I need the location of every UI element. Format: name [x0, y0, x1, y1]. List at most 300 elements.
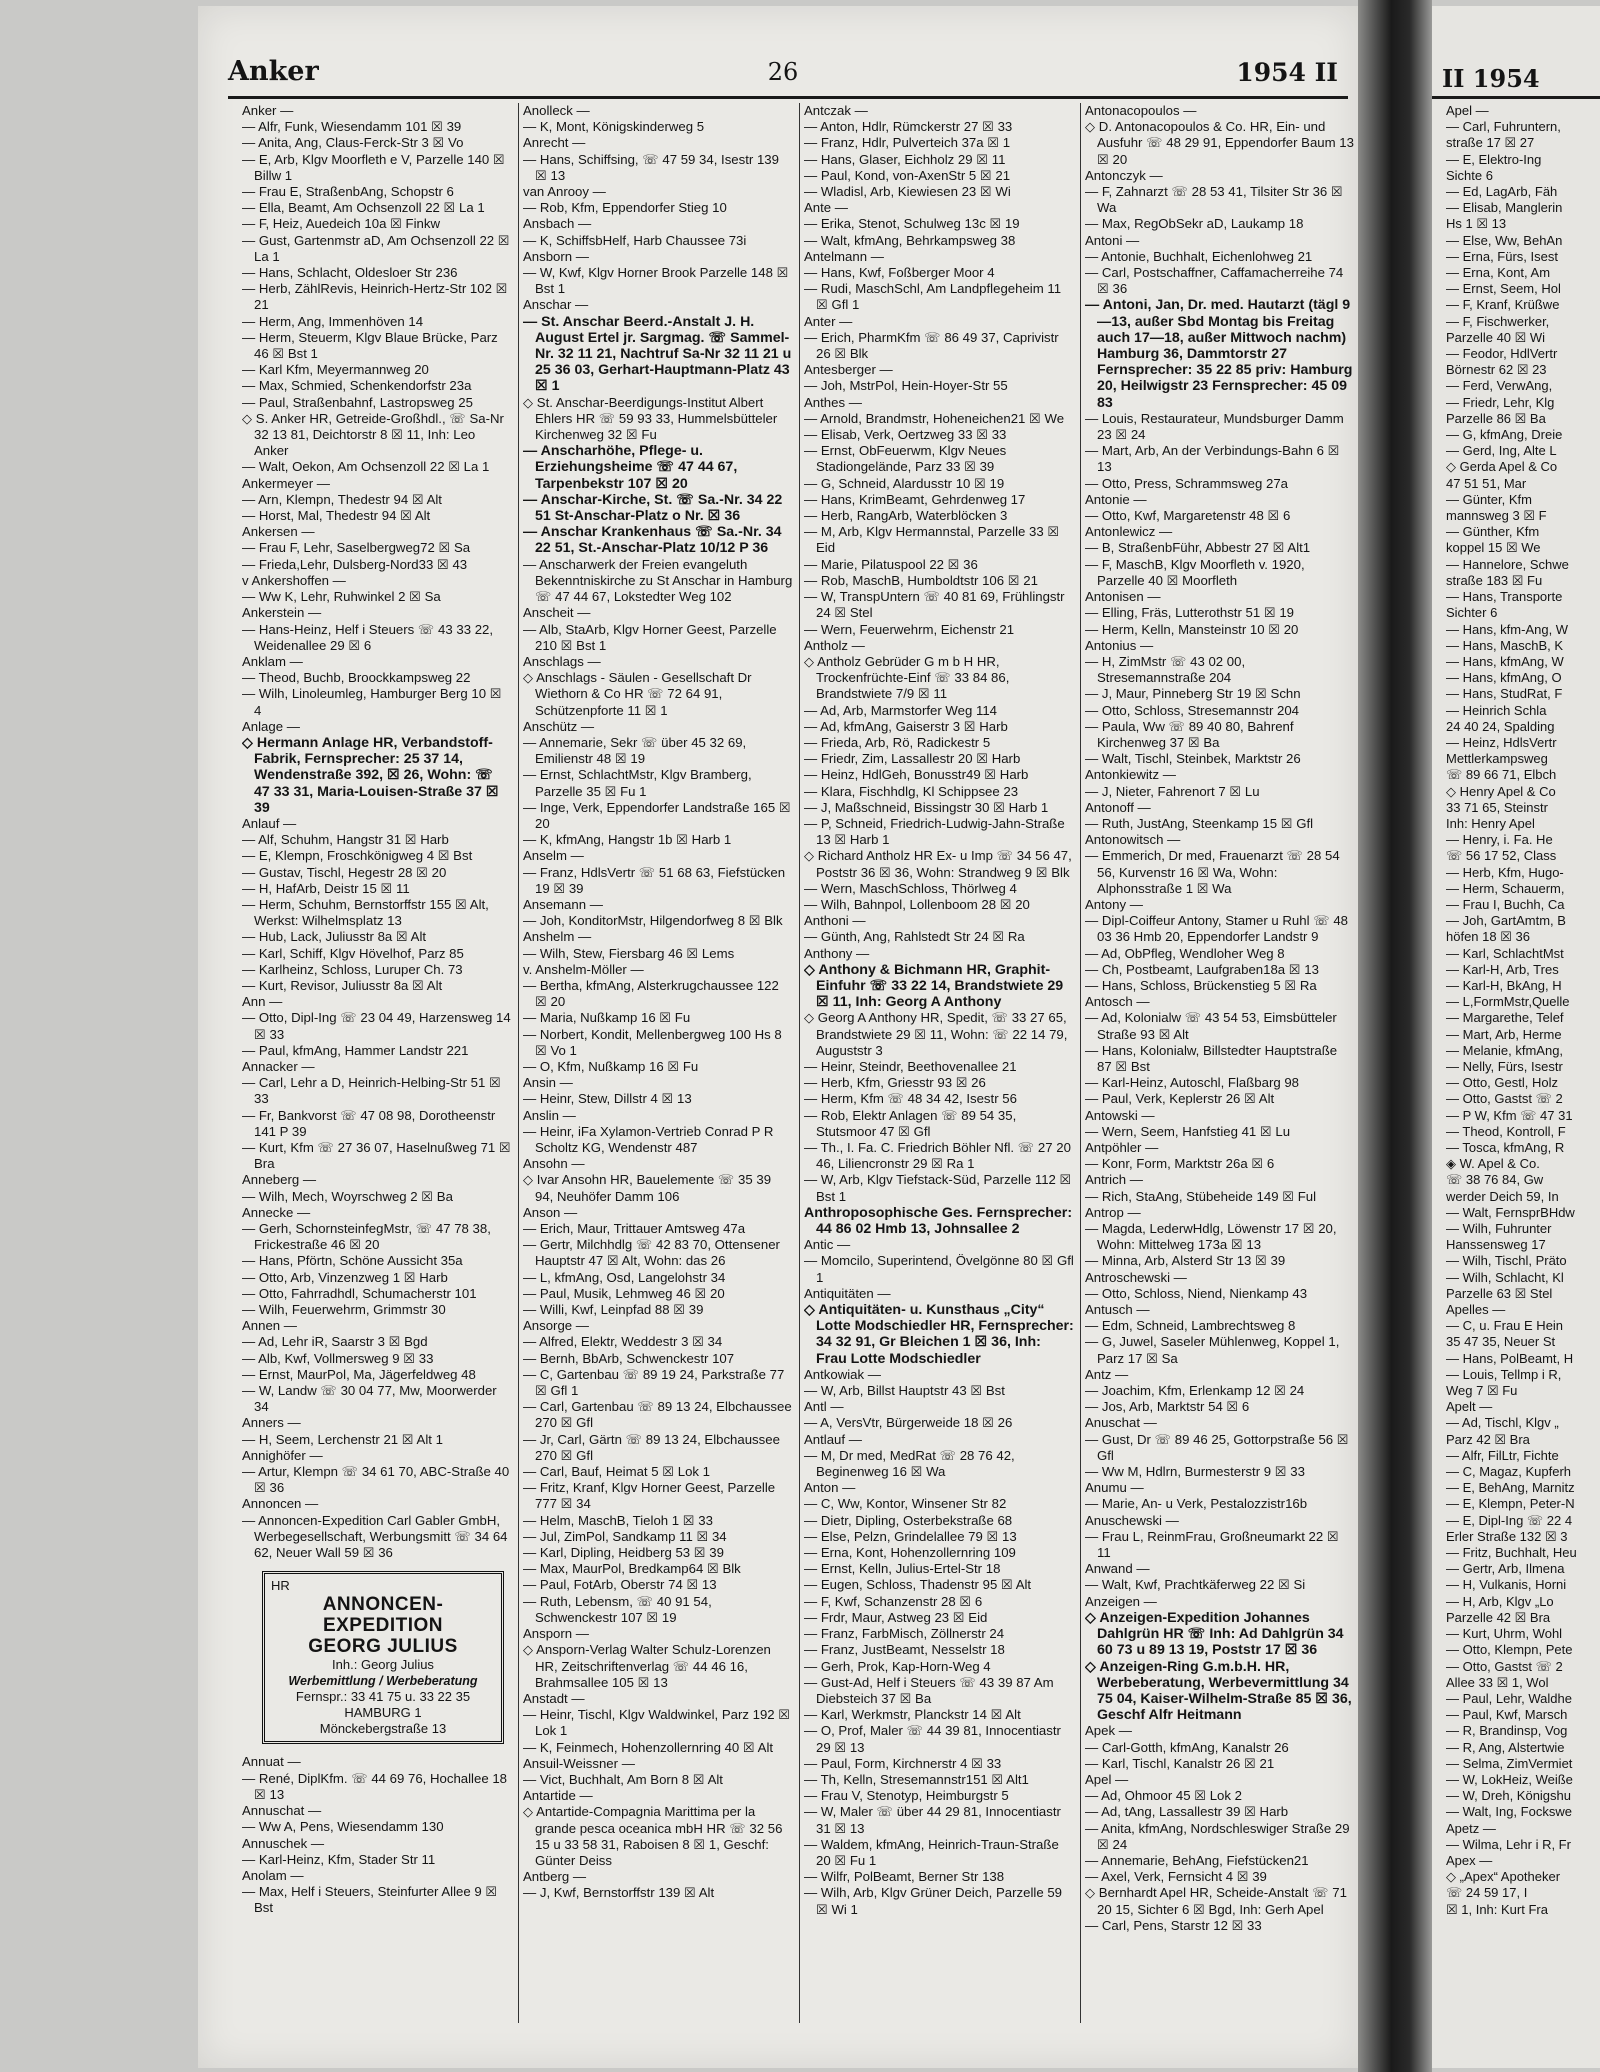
adjacent-page-line: Parzelle 86 ☒ Ba — [1446, 410, 1546, 426]
adjacent-page-line: ◈ W. Apel & Co. — [1446, 1156, 1540, 1172]
directory-entry: — Horst, Mal, Thedestr 94 ☒ Alt — [242, 508, 431, 524]
directory-entry: — Hans-Heinz, Helf i Steuers ☏ 43 33 22, Weidenallee 29 ☒ 6 — [242, 621, 494, 653]
directory-entry: — Wilh, Linoleumleg, Hamburger Berg 10 ☒ 4 — [242, 686, 502, 718]
directory-entry: ◇ Ivar Ansohn HR, Bauelemente ☏ 35 39 94, Neuhöfer Damm 106 — [523, 1172, 772, 1204]
adjacent-page-line: 47 51 51, Mar — [1446, 475, 1527, 491]
adjacent-page-line: Hs 1 ☒ 13 — [1446, 216, 1507, 232]
surname-heading: Anolleck — — [523, 103, 590, 118]
surname-heading: Antonlewicz — — [1085, 524, 1173, 540]
directory-entry: — Dipl-Coiffeur Antony, Stamer u Ruhl ☏ 48 03 36 Hmb 20, Eppendorfer Landstr 9 — [1085, 913, 1349, 945]
directory-entry: — J, Maur, Pinneberg Str 19 ☒ Schn — [1085, 686, 1301, 702]
surname-heading: Ansuil-Weissner — — [523, 1755, 635, 1771]
directory-entry: — Elisab, Verk, Oertzweg 33 ☒ 33 — [804, 427, 1007, 443]
ad-phone: Fernspr.: 33 41 75 u. 33 22 35 — [295, 1689, 471, 1705]
directory-entry: — Herm, Schuhm, Bernstorffstr 155 ☒ Alt, Werkst: Wilhelmsplatz 13 — [242, 896, 489, 929]
adjacent-page-line: — Margarethe, Telef — [1446, 1010, 1564, 1026]
surname-heading: Anselm — — [523, 848, 584, 864]
surname-heading: Annuschek — — [242, 1835, 325, 1851]
surname-heading: Antholz — — [804, 637, 865, 653]
adjacent-page-line: — G, kfmAng, Dreie — [1446, 427, 1563, 443]
directory-entry: — Hans, Kwf, Foßberger Moor 4 — [804, 265, 995, 281]
directory-entry: — Konr, Form, Marktstr 26a ☒ 6 — [1085, 1156, 1275, 1172]
adjacent-page-line: Weg 7 ☒ Fu — [1446, 1383, 1518, 1399]
surname-heading: Anton — — [804, 1480, 856, 1496]
adjacent-page-line: — Ad, Tischl, Klgv „ — [1446, 1415, 1559, 1431]
page-number: 26 — [767, 58, 799, 86]
adjacent-page-line: — Erna, Fürs, Isest — [1446, 248, 1558, 264]
surname-heading: Annoncen — — [242, 1496, 319, 1512]
directory-entry: — Alfred, Elektr, Weddestr 3 ☒ 34 — [523, 1334, 723, 1350]
adjacent-page-line: — Elisab, Manglerin — [1446, 200, 1563, 216]
directory-entry: — Emmerich, Dr med, Frauenarzt ☏ 28 54 56, Kurvenstr 16 ☒ Wa, Wohn: Alphonsstraße 1 ☒ Wa — [1085, 848, 1340, 896]
header-rule — [228, 96, 1348, 99]
adjacent-page-line: — R, Ang, Alstertwie — [1446, 1739, 1565, 1755]
directory-entry: — Ww K, Lehr, Ruhwinkel 2 ☒ Sa — [242, 589, 441, 605]
directory-entry: — O, Kfm, Nußkamp 16 ☒ Fu — [523, 1058, 699, 1074]
directory-entry: — Waldem, kfmAng, Heinrich-Traun-Straße 20 ☒ Fu 1 — [804, 1836, 1059, 1868]
directory-entry: — Otto, Kwf, Margaretenstr 48 ☒ 6 — [1085, 508, 1291, 524]
surname-heading: Antowski — — [1085, 1107, 1155, 1123]
adjacent-page-line: mannsweg 3 ☒ F — [1446, 508, 1547, 524]
directory-entry: — Otto, Schloss, Stresemannstr 204 — [1085, 702, 1300, 718]
directory-entry: — Hub, Lack, Juliusstr 8a ☒ Alt — [242, 929, 427, 945]
directory-entry: — Ch, Postbeamt, Laufgraben18a ☒ 13 — [1085, 961, 1319, 977]
surname-heading: Antpöhler — — [1085, 1140, 1159, 1155]
adjacent-page-line: — Herm, Schauerm, — [1446, 880, 1565, 896]
directory-entry: — Walt, Kwf, Prachtkäferweg 22 ☒ Si — [1085, 1577, 1306, 1593]
ad-city: HAMBURG 1 — [344, 1705, 422, 1721]
adjacent-page-line: ☏ 89 66 71, Elbch — [1446, 767, 1557, 783]
surname-heading: Ansborn — — [523, 248, 589, 264]
adjacent-page-line: — Karl, SchlachtMst — [1446, 945, 1564, 961]
surname-heading: Antrich — — [1085, 1172, 1143, 1188]
surname-heading: Anumu — — [1085, 1480, 1144, 1496]
directory-entry: — Alfr, Funk, Wiesendamm 101 ☒ 39 — [242, 119, 462, 135]
directory-entry: — Frau V, Stenotyp, Heimburgstr 5 — [804, 1788, 1009, 1804]
directory-entry: — Annemarie, Sekr ☏ über 45 32 69, Emilienstr 48 ☒ 19 — [523, 734, 747, 767]
adjacent-page-line: Parz 42 ☒ Bra — [1446, 1431, 1530, 1447]
directory-entry: — E, Arb, Klgv Moorfleth e V, Parzelle 140 ☒ Billw 1 — [242, 151, 505, 183]
directory-entry: — Walt, Tischl, Steinbek, Marktstr 26 — [1085, 751, 1301, 767]
surname-heading: Antonisen — — [1085, 589, 1161, 605]
directory-entry: — Hans, Schiffsing, ☏ 47 59 34, Isestr 139 ☒ 13 — [523, 151, 779, 183]
directory-entry: — Antonie, Buchhalt, Eichenlohweg 21 — [1085, 248, 1313, 264]
adjacent-page-line: — Selma, ZimVermiet — [1446, 1755, 1573, 1771]
surname-heading: Antelmann — — [804, 248, 884, 264]
column-1 — [242, 103, 512, 2023]
adjacent-page-line: — E, Elektro-Ing — [1446, 151, 1542, 167]
surname-heading: Anschar — — [523, 297, 589, 313]
directory-entry: — Ww M, Hdlrn, Burmesterstr 9 ☒ 33 — [1085, 1464, 1305, 1480]
directory-entry: — W, Maler ☏ über 44 29 81, Innocentiastr 31 ☒ 13 — [804, 1804, 1061, 1836]
directory-entry: — Jul, ZimPol, Sandkamp 11 ☒ 34 — [523, 1528, 727, 1544]
directory-entry: — Arn, Klempn, Thedestr 94 ☒ Alt — [242, 491, 442, 507]
directory-entry: — Anita, Ang, Claus-Ferck-Str 3 ☒ Vo — [242, 135, 464, 151]
adjacent-page-line: höfen 18 ☒ 36 — [1446, 929, 1530, 945]
adjacent-page-line: straße 17 ☒ 27 — [1446, 135, 1535, 151]
surname-heading: Antonoff — — [1085, 799, 1151, 815]
adjacent-page-line: — Karl-H, BkAng, H — [1446, 977, 1562, 993]
surname-heading: Antonczyk — — [1085, 167, 1163, 183]
surname-heading: Antz — — [1085, 1366, 1129, 1382]
directory-entry: — Marie, Pilatuspool 22 ☒ 36 — [804, 556, 978, 572]
directory-entry: — Karl, Schiff, Klgv Hövelhof, Parz 85 — [242, 945, 464, 961]
directory-entry: — Inge, Verk, Eppendorfer Landstraße 165 ☒ 20 — [523, 799, 791, 831]
surname-heading: Anstadt — — [523, 1690, 585, 1706]
directory-entry: ◇ Anzeigen-Ring G.m.b.H. HR, Werbeberatung, Werbevermittlung 34 75 04, Kaiser-Wilhelm-Straße 85 ☒ 36, Geschf Alfr Heitmann — [1085, 1658, 1352, 1724]
surname-heading: Antusch — — [1085, 1302, 1150, 1318]
adjacent-page-line: — Ernst, Seem, Hol — [1446, 281, 1561, 297]
directory-entry: — Ad, Lehr iR, Saarstr 3 ☒ Bgd — [242, 1334, 428, 1350]
directory-entry: Anthroposophische Ges. Fernsprecher: 44 86 02 Hmb 13, Johnsallee 2 — [804, 1204, 1073, 1238]
directory-entry: — O, Prof, Maler ☏ 44 39 81, Innocentiastr 29 ☒ 13 — [804, 1723, 1061, 1755]
adjacent-page-line: — H, Arb, Klgv „Lo — [1446, 1593, 1554, 1609]
adjacent-page-line: — Theod, Kontroll, F — [1446, 1123, 1566, 1139]
adjacent-page-line: — Günter, Kfm — [1446, 491, 1532, 507]
directory-page — [198, 6, 1358, 2068]
surname-heading: Antonie — — [1085, 491, 1147, 507]
surname-heading: Anthony — — [804, 945, 870, 961]
directory-entry: — Paula, Ww ☏ 89 40 80, Bahrenf Kirchenweg 37 ☒ Ba — [1085, 718, 1294, 750]
directory-entry: — Gertr, Milchhdlg ☏ 42 83 70, Ottensener Hauptstr 47 ☒ Alt, Wohn: das 26 — [523, 1237, 780, 1269]
directory-entry: — Gust-Ad, Helf i Steuers ☏ 43 39 87 Am Diebsteich 37 ☒ Ba — [804, 1674, 1054, 1706]
directory-entry: — Gust, Dr ☏ 89 46 25, Gottorpstraße 56 ☒ Gfl — [1085, 1431, 1349, 1463]
directory-entry: — Kurt, Kfm ☏ 27 36 07, Haselnußweg 71 ☒ Bra — [242, 1140, 511, 1172]
adjacent-page-line: — Paul, Lehr, Waldhe — [1446, 1690, 1572, 1706]
directory-entry: — Gustav, Tischl, Hegestr 28 ☒ 20 — [242, 864, 447, 880]
adjacent-page-line: — Nelly, Fürs, Isestr — [1446, 1058, 1563, 1074]
directory-entry: — F, Heiz, Auedeich 10a ☒ Finkw — [242, 216, 440, 232]
directory-entry: — Herm, Ang, Immenhöven 14 — [242, 313, 424, 329]
adjacent-page-line: — E, BehAng, Marnitz — [1446, 1480, 1575, 1496]
surname-heading: Antony — — [1085, 896, 1143, 912]
directory-entry: — Herb, RangArb, Waterblöcken 3 — [804, 508, 1008, 524]
directory-entry: — Dietr, Dipling, Osterbekstraße 68 — [804, 1512, 1013, 1528]
directory-entry: ◇ Anzeigen-Expedition Johannes Dahlgrün HR ☏ Inh: Ad Dahlgrün 34 60 73 u 89 13 19, Poststr 17 ☒ 36 — [1085, 1609, 1344, 1659]
adjacent-page-line: straße 183 ☒ Fu — [1446, 572, 1543, 588]
adjacent-page-line: — Kurt, Uhrm, Wohl — [1446, 1626, 1563, 1642]
adjacent-page-line: Sichter 6 — [1446, 605, 1498, 621]
directory-entry: — Joachim, Kfm, Erlenkamp 12 ☒ 24 — [1085, 1383, 1305, 1399]
directory-entry: — Jr, Carl, Gärtn ☏ 89 13 24, Elbchaussee 270 ☒ Gfl — [523, 1431, 780, 1463]
directory-entry: — Eugen, Schloss, Thadenstr 95 ☒ Alt — [804, 1577, 1032, 1593]
surname-heading: Apel — — [1085, 1771, 1129, 1787]
directory-entry: ◇ Anthony & Bichmann HR, Graphit-Einfuhr ☏ 33 22 14, Brandstwiete 29 ☒ 11, Inh: Georg A Anthony — [804, 961, 1064, 1011]
surname-heading: Anschütz — — [523, 718, 595, 734]
surname-heading: Anthes — — [804, 394, 862, 410]
surname-heading: Anolam — — [242, 1867, 304, 1883]
adjacent-page-line: — Hans, StudRat, F — [1446, 686, 1563, 702]
directory-entry: — Ad, ObPfleg, Wendloher Weg 8 — [1085, 945, 1285, 961]
directory-entry: — W, Kwf, Klgv Horner Brook Parzelle 148 ☒ Bst 1 — [523, 265, 789, 297]
adjacent-page-line: Sichte 6 — [1446, 167, 1493, 183]
adjacent-page-strip — [1432, 6, 1600, 2068]
surname-heading: Anrecht — — [523, 135, 586, 151]
directory-entry: — Paul, Verk, Keplerstr 26 ☒ Alt — [1085, 1091, 1275, 1107]
directory-entry: — Karl-Heinz, Autoschl, Flaßbarg 98 — [1085, 1075, 1300, 1091]
directory-entry: — Friedr, Zim, Lassallestr 20 ☒ Harb — [804, 751, 1021, 767]
directory-entry: — Karl Kfm, Meyermannweg 20 — [242, 362, 429, 378]
directory-entry: — Otto, Dipl-Ing ☏ 23 04 49, Harzensweg 14 ☒ 33 — [242, 1010, 511, 1042]
directory-entry: — Minna, Arb, Alsterd Str 13 ☒ 39 — [1085, 1253, 1286, 1269]
adjacent-header-rule — [1432, 96, 1600, 99]
directory-entry: — Herb, Kfm, Griesstr 93 ☒ 26 — [804, 1075, 986, 1091]
directory-entry: ◇ St. Anschar-Beerdigungs-Institut Albert Ehlers HR ☏ 59 93 33, Hummelsbütteler Kirchenweg 32 ☒ Fu — [523, 394, 778, 443]
directory-entry: — Willi, Kwf, Leinpfad 88 ☒ 39 — [523, 1302, 704, 1318]
directory-entry: — Max, MaurPol, Bredkamp64 ☒ Blk — [523, 1561, 741, 1577]
directory-entry: — Fritz, Kranf, Klgv Horner Geest, Parzelle 777 ☒ 34 — [523, 1480, 776, 1512]
directory-entry: — Erich, PharmKfm ☏ 86 49 37, Caprivistr 26 ☒ Blk — [804, 329, 1059, 362]
directory-entry: — Vict, Buchhalt, Am Born 8 ☒ Alt — [523, 1771, 723, 1787]
directory-entry: — A, VersVtr, Bürgerweide 18 ☒ 26 — [804, 1415, 1013, 1431]
directory-entry: — Günth, Ang, Rahlstedt Str 24 ☒ Ra — [804, 929, 1025, 945]
directory-entry: — Anschar Krankenhaus ☏ Sa.-Nr. 34 22 51, St.-Anschar-Platz 10/12 P 36 — [523, 524, 782, 557]
directory-entry: — Herb, ZählRevis, Heinrich-Hertz-Str 102 ☒ 21 — [242, 281, 508, 313]
adjacent-page-line: Parzelle 40 ☒ Wi — [1446, 329, 1546, 345]
surname-heading: Anlauf — — [242, 815, 297, 831]
adjacent-page-line: — E, Klempn, Peter-N — [1446, 1496, 1575, 1512]
directory-entry: — W, TranspUntern ☏ 40 81 69, Frühlingstr 24 ☒ Stel — [804, 589, 1065, 621]
advertisement-box — [262, 1571, 504, 1744]
directory-entry: — Paul, Kond, von-AxenStr 5 ☒ 21 — [804, 167, 1011, 183]
surname-heading: Anthoni — — [804, 913, 866, 929]
directory-entry: — Alb, Kwf, Vollmersweg 9 ☒ 33 — [242, 1350, 434, 1366]
adjacent-page-line: — Hans, kfm-Ang, W — [1446, 621, 1569, 637]
surname-heading: Anzeigen — — [1085, 1593, 1157, 1609]
surname-heading: Anuschat — — [1085, 1415, 1157, 1431]
adjacent-page-line: ◇ „Apex“ Apotheker — [1446, 1869, 1561, 1885]
directory-entry: — W, Arb, Billst Hauptstr 43 ☒ Bst — [804, 1383, 1005, 1399]
adjacent-page-line: koppel 15 ☒ We — [1446, 540, 1541, 556]
adjacent-page-line: ☒ 1, Inh: Kurt Fra — [1446, 1901, 1548, 1917]
adjacent-page-line: — Joh, GartAmtm, B — [1446, 913, 1566, 929]
adjacent-page-line: — C, Magaz, Kupferh — [1446, 1464, 1571, 1480]
directory-entry: — Karl, Dipling, Heidberg 53 ☒ 39 — [523, 1545, 724, 1561]
adjacent-page-line: 35 47 35, Neuer St — [1446, 1334, 1556, 1350]
directory-entry: — Gerh, Prok, Kap-Horn-Weg 4 — [804, 1658, 991, 1674]
adjacent-page-line: — Gerd, Ing, Alte L — [1446, 443, 1557, 459]
directory-entry: — M, Arb, Klgv Hermannstal, Parzelle 33 ☒ Eid — [804, 524, 1060, 556]
adjacent-page-line: — Walt, Ing, Fockswe — [1446, 1804, 1572, 1820]
adjacent-page-line: Parzelle 42 ☒ Bra — [1446, 1609, 1551, 1625]
directory-entry: — Ww A, Pens, Wiesendamm 130 — [242, 1819, 444, 1835]
directory-entry: — Paul, Form, Kirchnerstr 4 ☒ 33 — [804, 1755, 1002, 1771]
adjacent-page-line: — Erna, Kont, Am — [1446, 265, 1551, 281]
surname-heading: Anshelm — — [523, 929, 592, 945]
ad-title-line-1: ANNONCEN-EXPEDITION — [322, 1594, 444, 1637]
adjacent-page-line: — Tosca, kfmAng, R — [1446, 1140, 1565, 1155]
surname-heading: Anschlags — — [523, 653, 601, 669]
directory-entry: — K, Feinmech, Hohenzollernring 40 ☒ Alt — [523, 1739, 774, 1755]
surname-heading: Ankerstein — — [242, 605, 322, 621]
adjacent-page-line: — Herb, Kfm, Hugo- — [1446, 864, 1564, 880]
directory-entry: — Ad, Arb, Marmstorfer Weg 114 — [804, 702, 997, 718]
surname-heading: Annen — — [242, 1318, 297, 1334]
directory-entry: — Hans, Glaser, Eichholz 29 ☒ 11 — [804, 151, 1006, 167]
directory-entry: — Frdr, Maur, Astweg 23 ☒ Eid — [804, 1609, 988, 1625]
directory-entry: — Wladisl, Arb, Kiewiesen 23 ☒ Wi — [804, 184, 1011, 200]
surname-heading: Antl — — [804, 1399, 844, 1415]
surname-heading: Antlauf — — [804, 1431, 862, 1447]
directory-entry: — Norbert, Kondit, Mellenbergweg 100 Hs 8 ☒ Vo 1 — [523, 1026, 782, 1058]
directory-entry: — Ernst, MaurPol, Ma, Jägerfeldweg 48 — [242, 1366, 476, 1382]
adjacent-page-line: Erler Straße 132 ☒ 3 — [1446, 1528, 1568, 1544]
adjacent-page-line: — Wilh, Schlacht, Kl — [1446, 1269, 1564, 1285]
directory-entry: — Hans, Schlacht, Oldesloer Str 236 — [242, 265, 458, 281]
surname-heading: Annacker — — [242, 1058, 315, 1074]
directory-entry: — Rob, Kfm, Eppendorfer Stieg 10 — [523, 200, 727, 216]
directory-entry: — C, Gartenbau ☏ 89 19 24, Parkstraße 77 ☒ Gfl 1 — [523, 1366, 785, 1399]
directory-entry: — Wern, Seem, Hanfstieg 41 ☒ Lu — [1085, 1123, 1291, 1139]
surname-heading: Anker — — [242, 103, 294, 118]
directory-entry: — Frieda, Arb, Rö, Radickestr 5 — [804, 734, 991, 750]
directory-entry: — Herm, Steuerm, Klgv Blaue Brücke, Parz 46 ☒ Bst 1 — [242, 329, 498, 362]
ad-slogan: Werbemittlung / Werbeberatung — [288, 1674, 478, 1689]
directory-entry: — Gerh, SchornsteinfegMstr, ☏ 47 78 38, Frickestraße 46 ☒ 20 — [242, 1221, 491, 1253]
directory-entry: — Rob, Elektr Anlagen ☏ 89 54 35, Stutsmoor 47 ☒ Gfl — [804, 1107, 1017, 1139]
adjacent-page-line: 33 71 65, Steinstr — [1446, 799, 1548, 815]
adjacent-page-line: — Alfr, FilLtr, Fichte — [1446, 1447, 1559, 1463]
directory-entry: — Otto, Arb, Vinzenzweg 1 ☒ Harb — [242, 1269, 448, 1285]
directory-entry: ◇ Georg A Anthony HR, Spedit, ☏ 33 27 65, Brandstwiete 29 ☒ 11, Wohn: ☏ 22 14 79, Auguststr 3 — [804, 1010, 1068, 1058]
directory-entry: — B, StraßenbFühr, Abbestr 27 ☒ Alt1 — [1085, 540, 1311, 556]
adjacent-page-line: — Hans, Transporte — [1446, 589, 1563, 605]
directory-entry: — Fr, Bankvorst ☏ 47 08 98, Dorotheenstr 141 P 39 — [242, 1107, 496, 1139]
directory-entry: — M, Dr med, MedRat ☏ 28 76 42, Beginenweg 16 ☒ Wa — [804, 1447, 1015, 1480]
directory-entry: — Max, Helf i Steuers, Steinfurter Allee 9 ☒ Bst — [242, 1884, 498, 1916]
adjacent-page-line: — Mart, Arb, Herme — [1446, 1026, 1562, 1042]
directory-entry: — Otto, Fahrradhdl, Schumacherstr 101 — [242, 1285, 477, 1301]
directory-entry: — Rudi, MaschSchl, Am Landpflegeheim 11 ☒ Gfl 1 — [804, 281, 1062, 313]
directory-entry: — Erna, Kont, Hohenzollernring 109 — [804, 1545, 1016, 1561]
directory-entry: — Heinr, Steindr, Beethovenallee 21 — [804, 1058, 1017, 1074]
directory-entry: — Th., I. Fa. C. Friedrich Böhler Nfl. ☏ 27 20 46, Liliencronstr 29 ☒ Ra 1 — [804, 1140, 1071, 1172]
adjacent-page-line: ☏ 56 17 52, Class — [1446, 848, 1557, 864]
adjacent-page-line: — Walt, FernsprBHdw — [1446, 1204, 1575, 1220]
directory-entry: — Hans, Pförtn, Schöne Aussicht 35a — [242, 1253, 463, 1269]
surname-heading: Antosch — — [1085, 994, 1150, 1010]
column-4 — [1085, 103, 1355, 2023]
directory-entry: — Heinz, HdlGeh, Bonusstr49 ☒ Harb — [804, 767, 1029, 783]
directory-entry: — Else, Pelzn, Grindelallee 79 ☒ 13 — [804, 1528, 1017, 1544]
adjacent-page-line: — Heinrich Schla — [1446, 702, 1547, 718]
directory-entry: — René, DiplKfm. ☏ 44 69 76, Hochallee 18 ☒ 13 — [242, 1770, 507, 1802]
directory-entry: — Wilh, Arb, Klgv Grüner Deich, Parzelle 59 ☒ Wi 1 — [804, 1885, 1062, 1917]
directory-entry: — Anita, kfmAng, Nordschleswiger Straße 29 ☒ 24 — [1085, 1820, 1350, 1852]
directory-entry: — Jos, Arb, Marktstr 54 ☒ 6 — [1085, 1399, 1250, 1415]
directory-entry: — Karlheinz, Schloss, Luruper Ch. 73 — [242, 961, 463, 977]
directory-entry: ◇ Antiquitäten- u. Kunsthaus „City“ Lotte Modschiedler HR, Fernsprecher: 34 32 91, Gr Bleichen 1 ☒ 36, Inh: Frau Lotte Modschiedler — [804, 1302, 1074, 1367]
directory-entry: — Ella, Beamt, Am Ochsenzoll 22 ☒ La 1 — [242, 200, 485, 216]
directory-entry: — Frau E, StraßenbAng, Schopstr 6 — [242, 184, 454, 200]
directory-entry: — Franz, HdlsVertr ☏ 51 68 63, Fiefstücken 19 ☒ 39 — [523, 864, 786, 896]
surname-heading: Anneberg — — [242, 1172, 317, 1188]
directory-entry: — Klara, Fischhdlg, Kl Schippsee 23 — [804, 783, 1019, 799]
directory-entry: — Rich, StaAng, Stübeheide 149 ☒ Ful — [1085, 1188, 1317, 1204]
surname-heading: Anter — — [804, 313, 853, 329]
directory-entry: — Ernst, ObFeuerwm, Klgv Neues Stadiongelände, Parz 33 ☒ 39 — [804, 443, 1007, 475]
adjacent-page-line: — Heinz, HdlsVertr — [1446, 734, 1557, 750]
directory-entry: — H, ZimMstr ☏ 43 02 00, Stresemannstraße 204 — [1085, 653, 1246, 686]
surname-heading: Anuschewski — — [1085, 1512, 1179, 1528]
surname-heading: Antartide — — [523, 1788, 593, 1804]
adjacent-page-line: — Hans, kfmAng, W — [1446, 653, 1564, 669]
directory-entry: — Elling, Fräs, Lutterothstr 51 ☒ 19 — [1085, 605, 1294, 621]
adjacent-page-line: — Karl-H, Arb, Tres — [1446, 961, 1559, 977]
directory-entry: ◇ S. Anker HR, Getreide-Großhdl., ☏ Sa-Nr 32 13 81, Deichtorstr 8 ☒ 11, Inh: Leo Anker — [242, 410, 504, 459]
adjacent-page-line: — P W, Kfm ☏ 47 31 — [1446, 1107, 1573, 1123]
column-3 — [804, 103, 1074, 2023]
surname-heading: Ansemann — — [523, 896, 603, 912]
directory-entry: — Carl, Bauf, Heimat 5 ☒ Lok 1 — [523, 1464, 710, 1480]
directory-columns — [242, 103, 1352, 2023]
surname-heading: Anklam — — [242, 653, 303, 669]
adjacent-page-line: ◇ Gerda Apel & Co — [1446, 459, 1558, 475]
directory-entry: — Helm, MaschB, Tieloh 1 ☒ 33 — [523, 1512, 713, 1528]
surname-heading: Ante — — [804, 200, 848, 216]
directory-entry: — Wilh, Bahnpol, Lollenboom 28 ☒ 20 — [804, 896, 1030, 912]
surname-heading: Anson — — [523, 1204, 578, 1220]
directory-entry: — Erika, Stenot, Schulweg 13c ☒ 19 — [804, 216, 1020, 232]
running-head-word: Anker — [228, 56, 319, 87]
adjacent-page-line: — Fritz, Buchhalt, Heu — [1446, 1545, 1577, 1561]
directory-entry: — Anton, Hdlr, Rümckerstr 27 ☒ 33 — [804, 119, 1013, 135]
directory-entry: — Kurt, Revisor, Juliusstr 8a ☒ Alt — [242, 977, 443, 993]
surname-heading: Annecke — — [242, 1204, 311, 1220]
directory-entry: — Karl-Heinz, Kfm, Stader Str 11 — [242, 1851, 436, 1867]
adjacent-page-line: ☏ 24 59 17, I — [1446, 1885, 1528, 1901]
adjacent-page-line: ☏ 38 76 84, Gw — [1446, 1172, 1544, 1188]
adjacent-page-line: Apetz — — [1446, 1820, 1496, 1836]
adjacent-page-line: — Louis, Tellmp i R, — [1446, 1366, 1562, 1382]
directory-entry: — Wern, Feuerwehrm, Eichenstr 21 — [804, 621, 1015, 637]
adjacent-page-line: werder Deich 59, In — [1446, 1188, 1559, 1204]
directory-entry: — H, Seem, Lerchenstr 21 ☒ Alt 1 — [242, 1431, 443, 1447]
adjacent-page-line: — Ed, LagArb, Fäh — [1446, 184, 1558, 200]
directory-entry: — Artur, Klempn ☏ 34 61 70, ABC-Straße 40 ☒ 36 — [242, 1464, 510, 1496]
directory-entry: — F, Zahnarzt ☏ 28 53 41, Tilsiter Str 36 ☒ Wa — [1085, 184, 1343, 216]
directory-entry: — Herm, Kfm ☏ 48 34 42, Isestr 56 — [804, 1091, 1017, 1107]
directory-entry: — J, Nieter, Fahrenort 7 ☒ Lu — [1085, 783, 1260, 799]
directory-entry: — W, Arb, Klgv Tiefstack-Süd, Parzelle 112 ☒ Bst 1 — [804, 1172, 1072, 1204]
surname-heading: Antiquitäten — — [804, 1285, 891, 1301]
adjacent-page-line: Inh: Henry Apel — [1446, 815, 1535, 831]
directory-entry: — Ad, Ohmoor 45 ☒ Lok 2 — [1085, 1788, 1242, 1804]
directory-entry: — L, kfmAng, Osd, Langelohstr 34 — [523, 1269, 726, 1285]
directory-entry: ◇ D. Antonacopoulos & Co. HR, Ein- und Ausfuhr ☏ 48 29 91, Eppendorfer Baum 13 ☒ 20 — [1085, 119, 1354, 167]
directory-entry: — J, Kwf, Bernstorffstr 139 ☒ Alt — [523, 1885, 715, 1901]
directory-entry: — Franz, JustBeamt, Nesselstr 18 — [804, 1642, 1005, 1658]
column-divider — [1080, 103, 1081, 2023]
directory-entry: — F, Kwf, Schanzenstr 28 ☒ 6 — [804, 1593, 983, 1609]
surname-heading: Antberg — — [523, 1869, 587, 1885]
directory-entry: — Heinr, Tischl, Klgv Waldwinkel, Parz 192 ☒ Lok 1 — [523, 1707, 791, 1739]
directory-entry: — Carl, Pens, Starstr 12 ☒ 33 — [1085, 1917, 1262, 1933]
directory-entry: — Heinr, Stew, Dillstr 4 ☒ 13 — [523, 1091, 692, 1107]
directory-entry: — Herm, Kelln, Mansteinstr 10 ☒ 20 — [1085, 621, 1299, 637]
directory-entry: — Anscharwerk der Freien evangeluth Bekenntniskirche zu St Anschar in Hamburg ☏ 47 44 67, Lokstedter Weg 102 — [523, 556, 793, 605]
year-volume: 1954 II — [1236, 58, 1338, 87]
directory-entry: — Otto, Press, Schrammsweg 27a — [1085, 475, 1289, 491]
adjacent-page-line: — Melanie, kfmAng, — [1446, 1042, 1564, 1058]
directory-entry: — F, MaschB, Klgv Moorfleth v. 1920, Parzelle 40 ☒ Moorfleth — [1085, 556, 1305, 588]
directory-entry: — Marie, An- u Verk, Pestalozzistr16b — [1085, 1496, 1308, 1512]
directory-entry: — P, Schneid, Friedrich-Ludwig-Jahn-Straße 13 ☒ Harb 1 — [804, 815, 1065, 848]
surname-heading: Ankermeyer — — [242, 475, 330, 491]
directory-entry: — Ernst, Kelln, Julius-Ertel-Str 18 — [804, 1561, 1001, 1577]
directory-entry: — Walt, Oekon, Am Ochsenzoll 22 ☒ La 1 — [242, 459, 490, 475]
adjacent-page-line: — Hannelore, Schwe — [1446, 556, 1569, 572]
